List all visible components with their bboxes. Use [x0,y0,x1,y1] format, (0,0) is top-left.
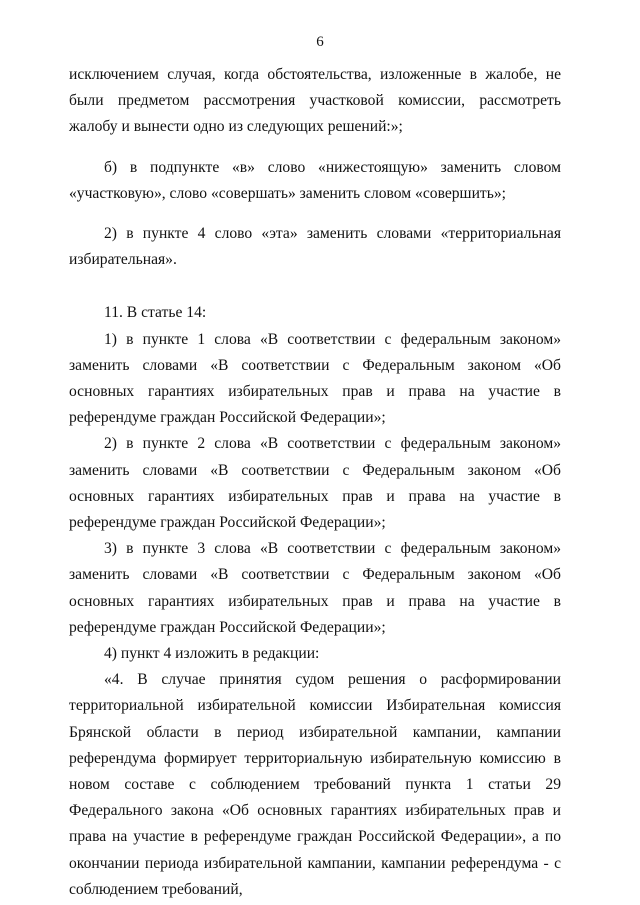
document-body [69,62,561,903]
paragraph-article-14-heading: 11. В статье 14: [104,304,207,322]
paragraph-subitem-b: б) в подпункте «в» слово «нижестоящую» заменить словом «участковую», слово «совершать» заменить словом «совершить»; [69,158,561,202]
page-number: 6 [316,34,324,50]
paragraph-continuation: исключением случая, когда обстоятельства, изложенные в жалобе, не были предметом рассмотрения участковой комиссии, рассмотреть жалобу и вынести одно из следующих решений:»; [69,66,561,136]
paragraph-article-14-item-4: 4) пункт 4 изложить в редакции: [104,645,320,663]
paragraph-article-14-item-1: 1) в пункте 1 слова «В соответствии с федеральным законом» заменить словами «В соответствии с Федеральным законом «Об основных гарантиях избирательных прав и права на участие в референдуме граждан Российской Федерации»; [69,330,561,427]
paragraph-article-14-item-2: 2) в пункте 2 слова «В соответствии с федеральным законом» заменить словами «В соответствии с Федеральным законом «Об основных гарантиях избирательных прав и права на участие в референдуме граждан Российской Федерации»; [69,435,561,532]
paragraph-item-2: 2) в пункте 4 слово «эта» заменить словами «территориальная избирательная». [69,225,561,269]
paragraph-point-4-text: «4. В случае принятия судом решения о расформировании территориальной избирательной комиссии Избирательная комиссия Брянской области в период избирательной кампании, кампании референдума формирует территориальную избирательную комиссию в новом составе с соблюдением требований пункта 1 статьи 29 Федерального закона «Об основных гарантиях избирательных прав и права на участие в референдуме граждан Российской Федерации», а по окончании периода избирательной кампании, кампании референдума - с соблюдением требований, [69,671,561,898]
paragraph-article-14-item-3: 3) в пункте 3 слова «В соответствии с федеральным законом» заменить словами «В соответствии с Федеральным законом «Об основных гарантиях избирательных прав и права на участие в референдуме граждан Российской Федерации»; [69,540,561,636]
